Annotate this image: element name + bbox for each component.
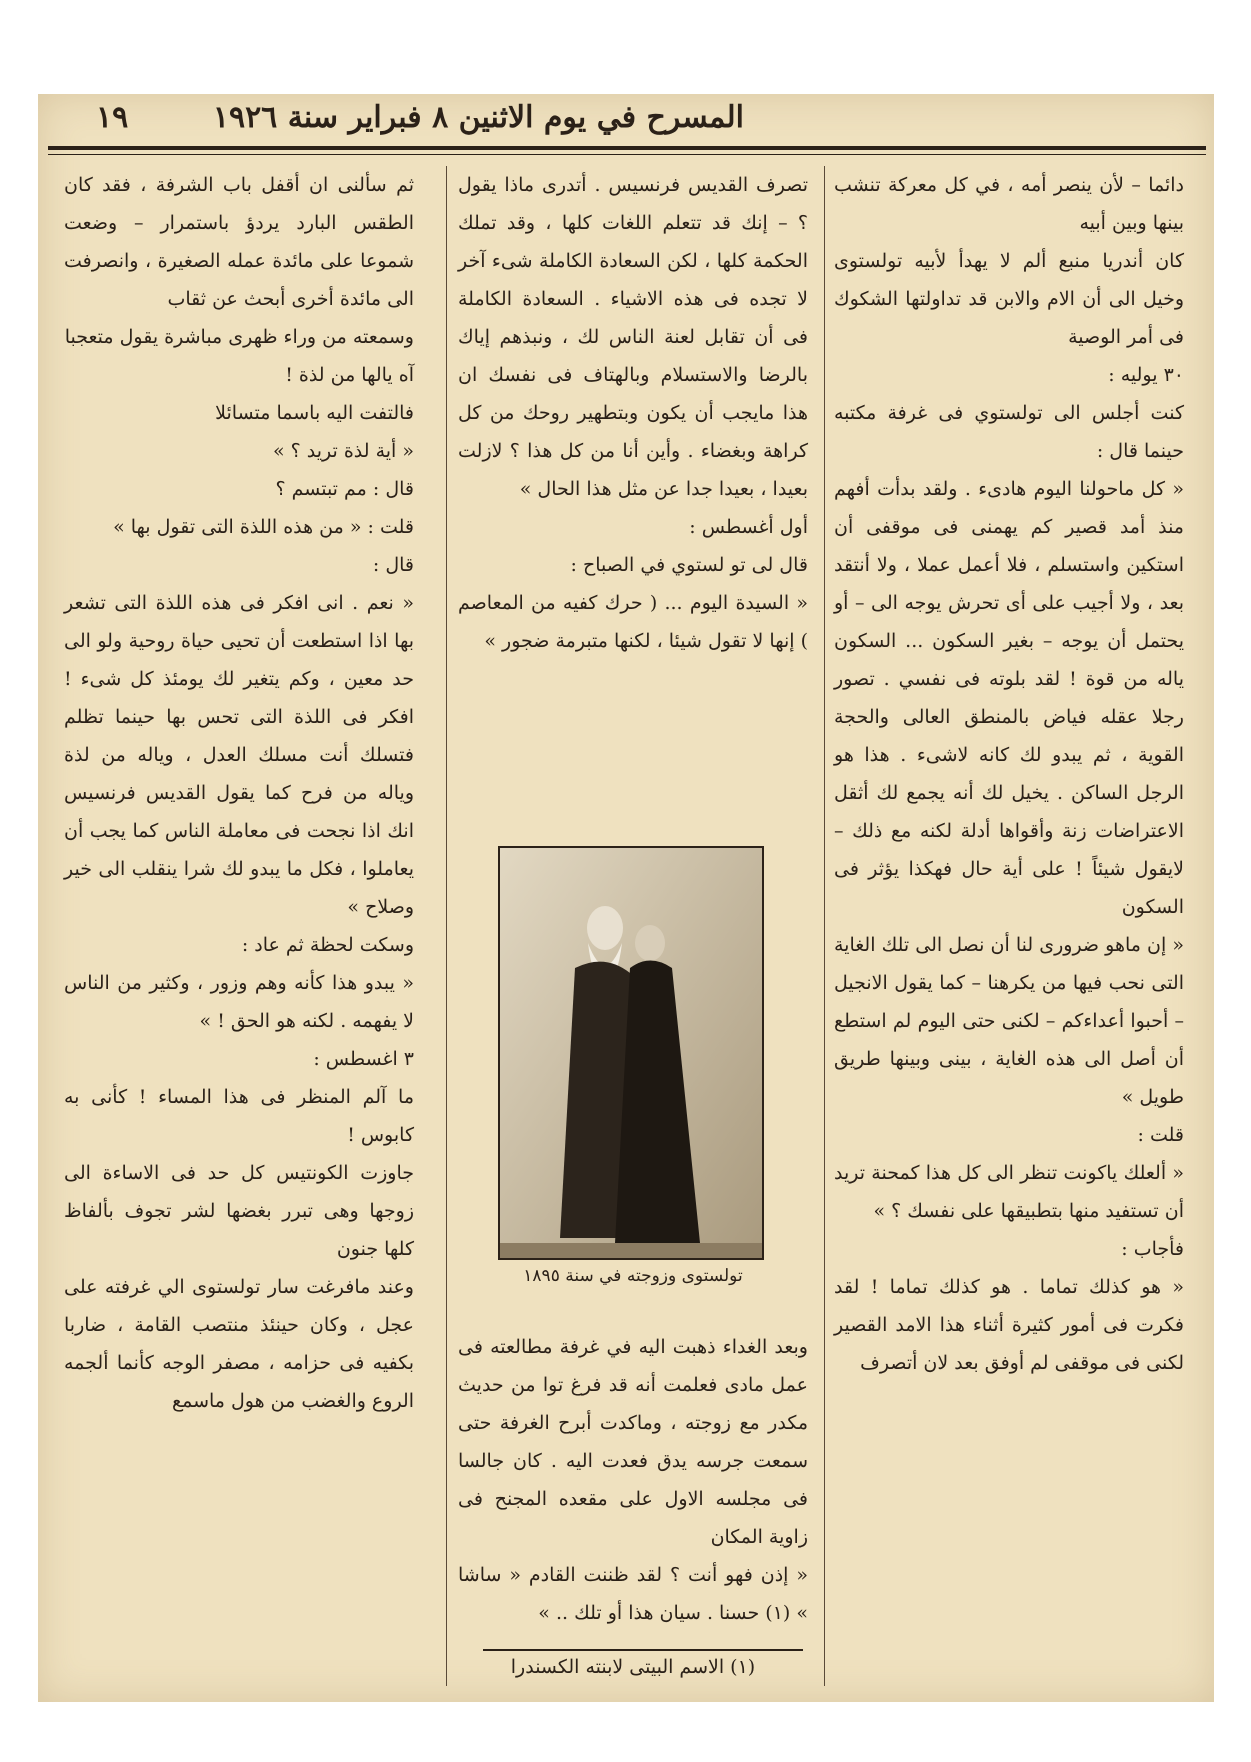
photo-caption: تولستوى وزوجته في سنة ١٨٩٥ <box>523 1266 743 1286</box>
paragraph: كان أندريا منبع ألم لا يهدأ لأبيه تولستوى وخيل الى أن الام والابن قد تداولتها الشكوك فى أمر الوصية <box>834 250 1184 348</box>
date-heading: ٣٠ يوليه : <box>1108 364 1184 386</box>
paragraph: فأجاب : <box>1121 1238 1184 1260</box>
paragraph: دائما – لأن ينصر أمه ، في كل معركة تنشب بينها وبين أبيه <box>834 174 1184 234</box>
paragraph: كنت أجلس الى تولستوي فى غرفة مكتبه حينما قال : <box>834 402 1184 462</box>
footnote: (١) الاسم البيتى لابنته الكسندرا <box>510 1656 756 1678</box>
column-middle-lower <box>458 1328 808 1632</box>
column-divider <box>446 166 447 1686</box>
date-heading: أول أغسطس : <box>689 516 808 538</box>
paragraph: « نعم . انى افكر فى هذه اللذة التى تشعر بها اذا استطعت أن تحيى حياة روحية ولو الى حد معين ، وكم يتغير لك يومئذ كل شىء ! افكر فى اللذة التى تحس بها حينما تظلم فتسلك أنت مسلك العدل ، وياله من لذة وياله من فرح كما يقول القديس فرنسيس انك اذا نجحت فى معاملة الناس كما يجب أن يعاملوا ، فكل ما يبدو لك شرا ينقلب الى خير وصلاح » <box>64 592 414 918</box>
paragraph: « هو كذلك تماما . هو كذلك تماما ! لقد فكرت فى أمور كثيرة أثناء هذا الامد القصير لكنى فى موقفى لم أوفق بعد لان أتصرف <box>834 1276 1184 1374</box>
page-number: ١٩ <box>96 100 129 135</box>
paragraph: تصرف القديس فرنسيس . أتدرى ماذا يقول ؟ – إنك قد تتعلم اللغات كلها ، وقد تملك الحكمة كلها ، لكن السعادة الكاملة شىء آخر لا تجده فى هذه الاشياء . السعادة الكاملة فى أن تقابل لعنة الناس لك ، ونبذهم إياك بالرضا والاستسلام وبالهتاف فى نفسك ان هذا مايجب أن يكون وبتطهير روحك من كل كراهة وبغضاء . وأين أنا من كل هذا ؟ لازلت بعيدا ، بعيدا جدا عن مثل هذا الحال » <box>458 174 808 500</box>
paragraph: وعند مافرغت سار تولستوى الي غرفته على عجل ، وكان حينئذ منتصب القامة ، ضاربا بكفيه فى حزامه ، مصفر الوجه كأنما ألجمه الروع والغضب من هول ماسمع <box>64 1276 414 1412</box>
photo-tolstoy-and-wife <box>498 846 764 1260</box>
paragraph: فالتفت اليه باسما متسائلا <box>215 402 414 424</box>
photo-image <box>500 848 762 1258</box>
paragraph: « ألعلك ياكونت تنظر الى كل هذا كمحنة تريد أن تستفيد منها بتطبيقها على نفسك ؟ » <box>834 1162 1184 1222</box>
paragraph: « أية لذة تريد ؟ » <box>272 440 414 462</box>
page-header <box>38 94 1214 152</box>
column-right <box>834 166 1184 1382</box>
paragraph: قال : مم تبتسم ؟ <box>275 478 414 500</box>
paragraph: قلت : « من هذه اللذة التى تقول بها » <box>113 516 414 538</box>
paragraph: « كل ماحولنا اليوم هادىء . ولقد بدأت أفهم منذ أمد قصير كم يهمنى فى موقفى أن استكين واستسلم ، فلا أعمل عملا ، ولا أنتقد بعد ، ولا أجيب على أى تحرش يوجه الى – أو يحتمل أن يوجه – بغير السكون ... السكون ياله من قوة ! لقد بلوته فى نفسي . تصور رجلا عقله فياض بالمنطق العالى والحجة القوية ، ثم يبدو لك كانه لاشىء . هذا هو الرجل الساكن . يخيل لك أنه يجمع لك أثقل الاعتراضات زنة وأقواها أدلة لكنه مع ذلك – لايقول شيئاً ! على أية حال فهكذا يؤثر فى السكون <box>834 478 1184 918</box>
column-middle <box>458 166 808 660</box>
paragraph: وسكت لحظة ثم عاد : <box>241 934 414 956</box>
paragraph: وسمعته من وراء ظهرى مباشرة يقول متعجبا <box>64 326 414 348</box>
paragraph: قال : <box>372 554 414 576</box>
paragraph: « يبدو هذا كأنه وهم وزور ، وكثير من الناس لا يفهمه . لكنه هو الحق ! » <box>64 972 414 1032</box>
paragraph: وبعد الغداء ذهبت اليه في غرفة مطالعته فى عمل مادى فعلمت أنه قد فرغ توا من حديث مكدر مع زوجته ، وماكدت أبرح الغرفة حتى سمعت جرسه يدق فعدت اليه . كان جالسا فى مجلسه الاول على مقعده المجنح فى زاوية المكان <box>458 1336 808 1548</box>
date-heading: ٣ اغسطس : <box>313 1048 414 1070</box>
newspaper-page <box>38 94 1214 1702</box>
paragraph: « السيدة اليوم ... ( حرك كفيه من المعاصم ) إنها لا تقول شيئا ، لكنها متبرمة ضجور » <box>458 592 808 652</box>
paragraph: ما آلم المنظر فى هذا المساء ! كأنى به كابوس ! <box>64 1086 414 1146</box>
column-left <box>64 166 414 1420</box>
paragraph: جاوزت الكونتيس كل حد فى الاساءة الى زوجها وهى تبرر بغضها لشر تجوف بألفاظ كلها جنون <box>64 1162 414 1260</box>
paragraph: آه يالها من لذة ! <box>285 364 414 386</box>
paragraph: « إن ماهو ضرورى لنا أن نصل الى تلك الغاية التى نحب فيها من يكرهنا – كما يقول الانجيل – أحبوا أعداءكم – لكنى حتى اليوم لم استطع أن أصل الى هذه الغاية ، بينى وبينها طريق طويل » <box>834 934 1184 1108</box>
paragraph: قلت : <box>1137 1124 1184 1146</box>
column-divider <box>824 166 825 1686</box>
header-rule-thin <box>48 154 1206 155</box>
paragraph: قال لى تو لستوي في الصباح : <box>570 554 808 576</box>
footnote-rule <box>483 1649 803 1651</box>
paragraph: ثم سألنى ان أقفل باب الشرفة ، فقد كان الطقس البارد يردؤ باستمرار – وضعت شموعا على مائدة عمله الصغيرة ، وانصرفت الى مائدة أخرى أبحث عن ثقاب <box>64 174 414 310</box>
paragraph: « إذن فهو أنت ؟ لقد ظننت القادم « ساشا » (١) حسنا . سيان هذا أو تلك .. » <box>458 1564 808 1624</box>
header-rule <box>48 146 1206 150</box>
header-title: المسرح في يوم الاثنين ٨ فبراير سنة ١٩٢٦ <box>212 100 744 135</box>
